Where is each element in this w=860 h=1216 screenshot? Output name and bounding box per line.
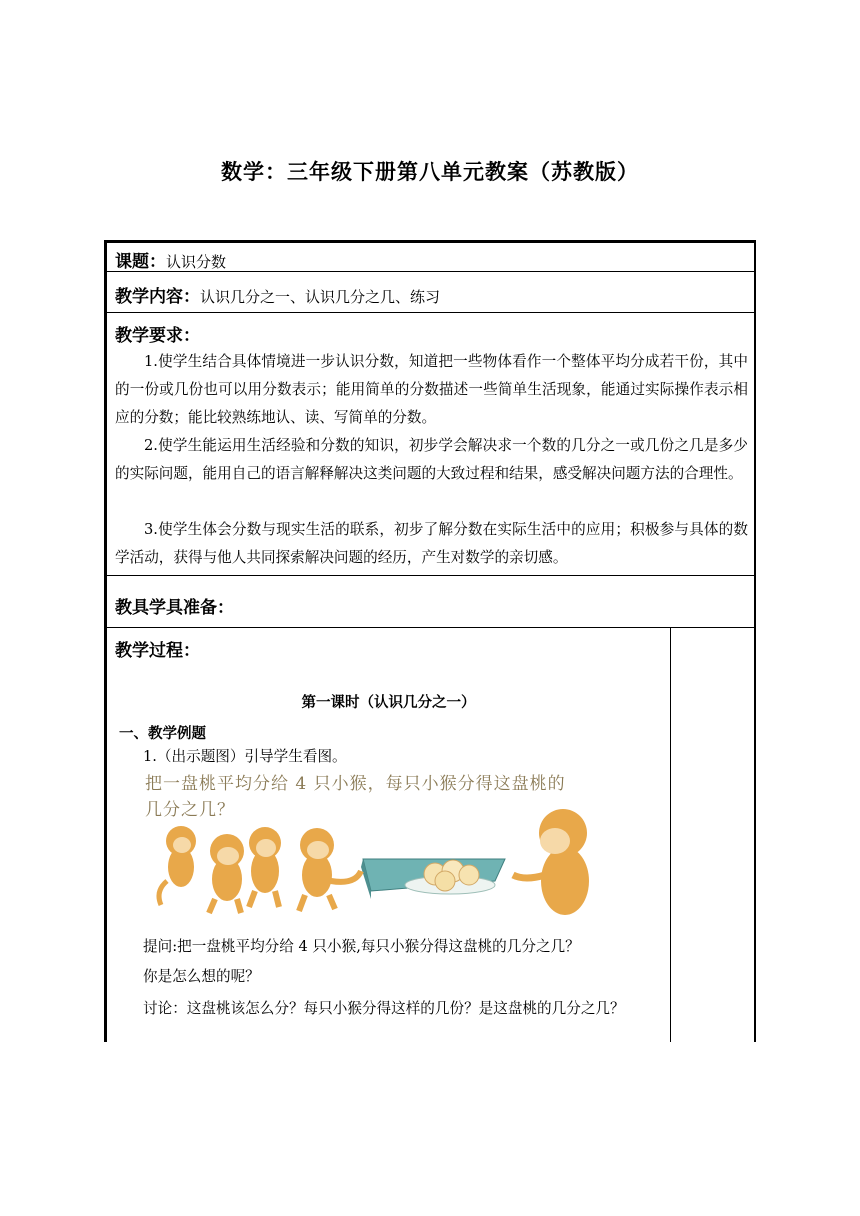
discussion-text: 讨论：这盘桃该怎么分？每只小猴分得这样的几份？是这盘桃的几分之几？ [143,1000,625,1017]
peach-3 [459,865,479,885]
figure-text-line-2: 几分之几？ [145,800,235,820]
monkey-4 [299,828,361,911]
lesson-plan-table [104,240,756,1042]
question-text: 提问:把一盘桃平均分给 4 只小猴,每只小猴分得这盘桃的几分之几？ [143,938,580,955]
requirement-item-1: 1.使学生结合具体情境进一步认识分数，知道把一些物体看作一个整体平均分成若干份，其中的一份或几份也可以用分数表示；能用简单的分数描述一些简单生活现象，能通过实际操作表示相应的分数；能比较熟练地认、读、写简单的分数。 [115,353,748,426]
monkey-peach-illustration [145,771,615,923]
materials-row [107,576,754,628]
requirements-label: 教学要求： [115,326,200,346]
topic-value: 认识分数 [166,253,227,271]
topic-label: 课题： [115,252,166,272]
peach-4 [435,871,455,891]
monkey-2 [209,834,244,913]
step-1-text: 1.（出示题图）引导学生看图。 [143,748,347,765]
content-row [107,272,754,313]
monkeys-drawing [145,771,615,923]
monkey-1 [159,826,196,905]
content-label: 教学内容： [115,287,200,307]
section-heading: 一、教学例题 [119,726,206,742]
column-divider [670,628,671,1042]
monkey-big [513,809,589,915]
question-text-2: 你是怎么想的呢？ [143,968,260,985]
monkey-3 [249,827,281,907]
document-title: 数学：三年级下册第八单元教案（苏教版） [221,160,639,184]
requirement-item-3: 3.使学生体会分数与现实生活的联系，初步了解分数在实际生活中的应用；积极参与具体的数学活动，获得与他人共同探索解决问题的经历，产生对数学的亲切感。 [115,521,748,566]
content-value: 认识几分之一、认识几分之几、练习 [200,288,441,306]
topic-row [107,243,754,272]
requirement-item-2: 2.使学生能运用生活经验和分数的知识，初步学会解决求一个数的几分之一或几份之几是多少的实际问题，能用自己的语言解释解决这类问题的大致过程和结果，感受解决问题方法的合理性。 [115,437,748,482]
materials-label: 教具学具准备： [115,598,234,618]
process-label: 教学过程： [115,641,200,661]
figure-text-line-1: 把一盘桃平均分给 4 只小猴，每只小猴分得这盘桃的 [145,774,566,794]
lesson-title: 第一课时（认识几分之一） [301,695,476,711]
requirements-row [107,313,754,576]
